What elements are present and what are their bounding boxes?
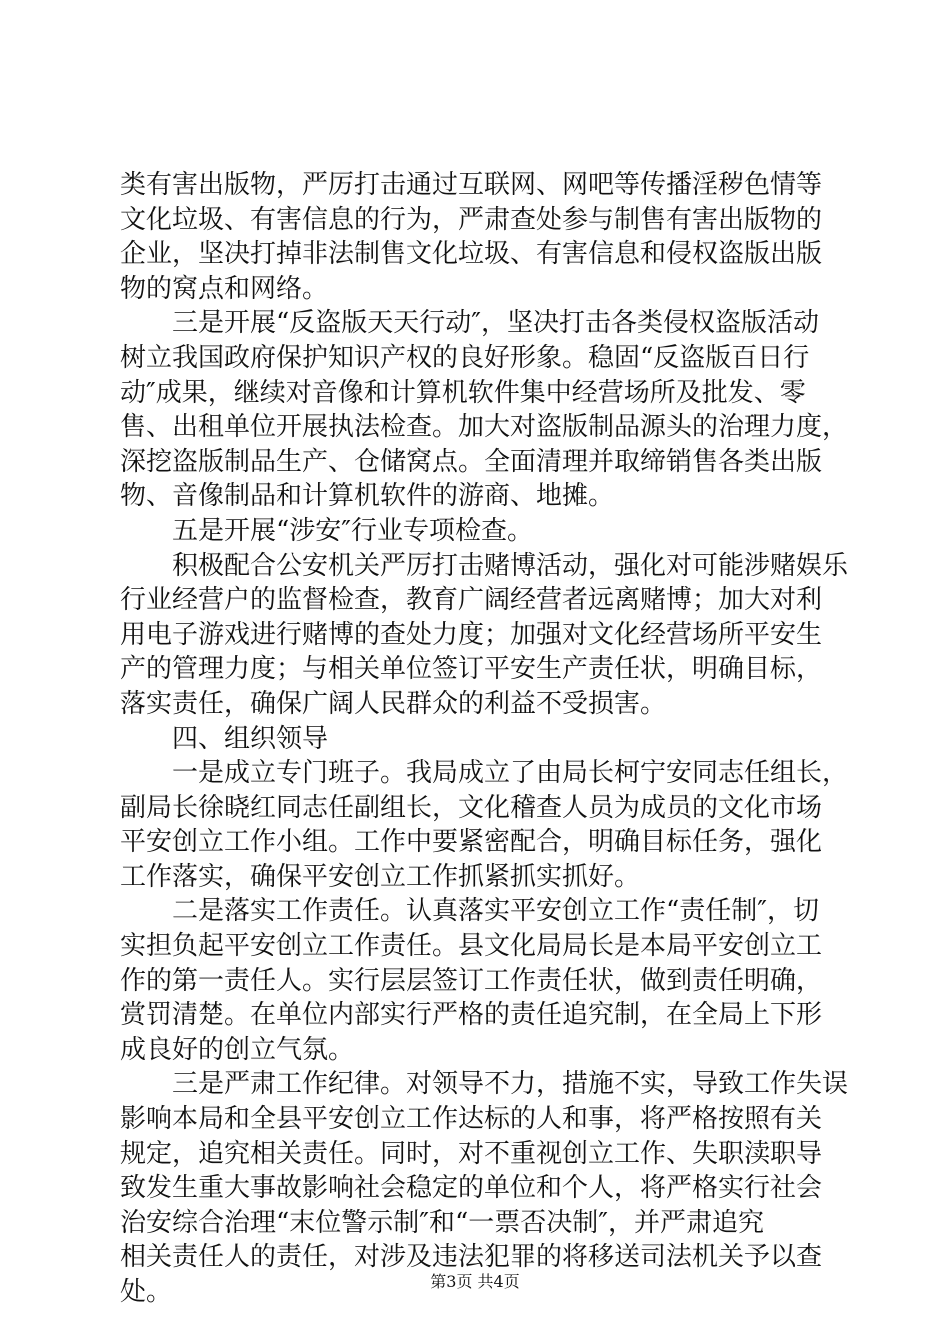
text-line: 成良好的创立气氛。 [120,1034,355,1065]
text-line: 行业经营户的监督检查，教育广阔经营者远离赌博；加大对利 [120,585,823,616]
text-line: 售、出租单位开展执法检查。加大对盗版制品源头的治理力度， [120,412,849,443]
text-line: 平安创立工作小组。工作中要紧密配合，明确目标任务，强化 [120,827,823,858]
text-line: 深挖盗版制品生产、仓储窝点。全面清理并取缔销售各类出版 [120,446,823,477]
text-line: 副局长徐晓红同志任副组长，文化稽查人员为成员的文化市场 [120,792,823,823]
text-line: 作的第一责任人。实行层层签订工作责任状，做到责任明确， [120,965,823,996]
paragraph-start-line: 积极配合公安机关严厉打击赌博活动，强化对可能涉赌娱乐 [172,550,849,581]
text-line: 物、音像制品和计算机软件的游商、地摊。 [120,481,615,512]
text-line: 工作落实，确保平安创立工作抓紧抓实抓好。 [120,861,641,892]
text-line: 相关责任人的责任，对涉及违法犯罪的将移送司法机关予以查 [120,1242,823,1273]
text-line: 物的窝点和网络。 [120,273,329,304]
text-line: 企业，坚决打掉非法制售文化垃圾、有害信息和侵权盗版出版 [120,239,823,270]
text-line: 影响本局和全县平安创立工作达标的人和事，将严格按照有关 [120,1104,823,1135]
text-line: 赏罚清楚。在单位内部实行严格的责任追究制，在全局上下形 [120,1000,823,1031]
document-body [120,168,849,1310]
text-line: 文化垃圾、有害信息的行为，严肃查处参与制售有害出版物的 [120,204,823,235]
text-line: 用电子游戏进行赌博的查处力度；加强对文化经营场所平安生 [120,619,823,650]
text-line: 规定，追究相关责任。同时，对不重视创立工作、失职渎职导 [120,1138,823,1169]
text-line: 致发生重大事故影响社会稳定的单位和个人，将严格实行社会 [120,1173,823,1204]
text-line: 实担负起平安创立工作责任。县文化局局长是本局平安创立工 [120,931,823,962]
section-heading: 四、组织领导 [172,723,329,754]
text-line: 处。 [120,1277,173,1307]
paragraph-start-line: 三是开展“反盗版天天行动″，坚决打击各类侵权盗版活动 [172,308,820,339]
text-line: 落实责任，确保广阔人民群众的利益不受损害。 [120,688,667,719]
paragraph-start-line: 一是成立专门班子。我局成立了由局长柯宁安同志任组长， [172,758,849,789]
text-line: 动″成果，继续对音像和计算机软件集中经营场所及批发、零 [120,377,806,408]
paragraph-start-line: 五是开展“涉安″行业专项检查。 [172,515,534,546]
text-line: 产的管理力度；与相关单位签订平安生产责任状，明确目标， [120,654,823,685]
text-line: 治安综合治理“末位警示制″和“一票否决制″，并严肃追究 [120,1207,765,1238]
page-number-footer: 第3页 共4页 [430,1272,520,1291]
text-line: 类有害出版物，严厉打击通过互联网、网吧等传播淫秽色情等 [120,170,823,200]
text-line: 树立我国政府保护知识产权的良好形象。稳固“反盗版百日行 [120,342,810,373]
paragraph-start-line: 二是落实工作责任。认真落实平安创立工作“责任制″，切 [172,896,820,927]
paragraph-start-line: 三是严肃工作纪律。对领导不力，措施不实，导致工作失误 [172,1069,849,1100]
